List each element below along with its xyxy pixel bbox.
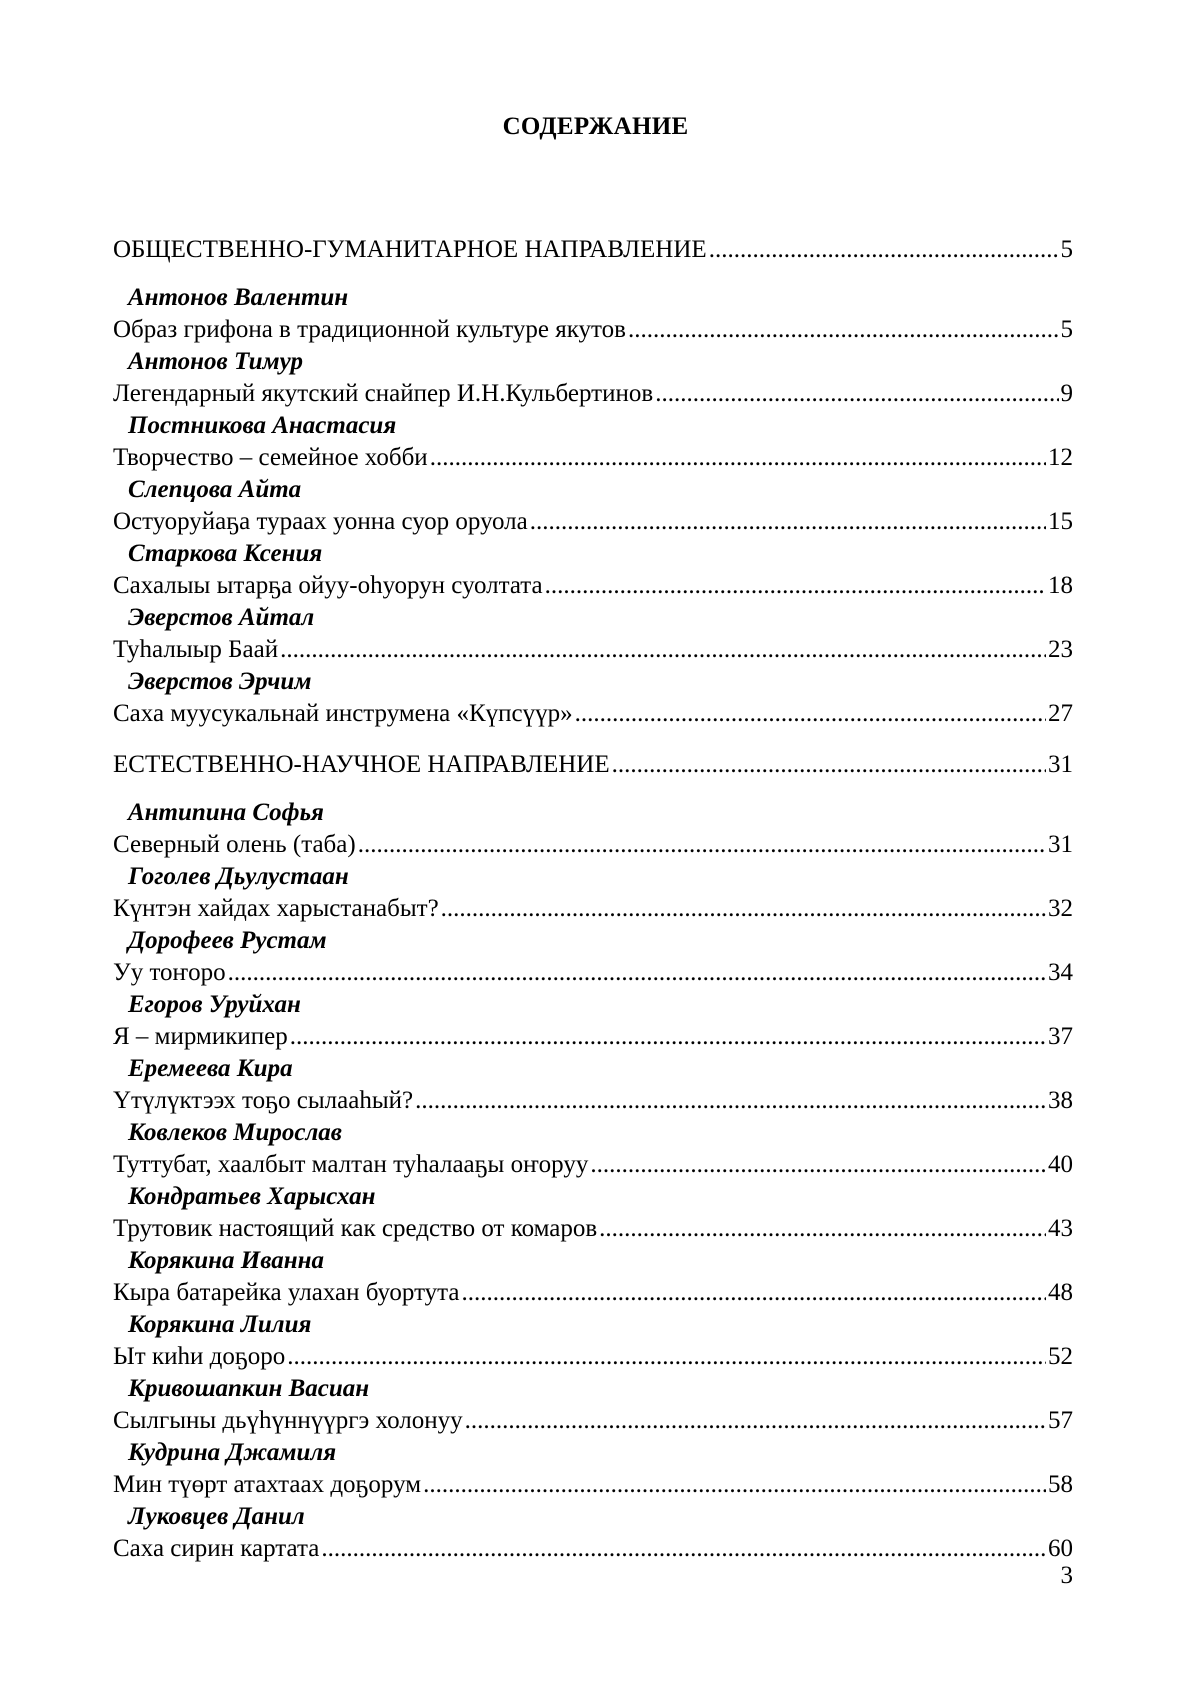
entry-title: Сахалыы ытарҕа ойуу-оһуорун суолтата [113,572,543,599]
dot-leader [415,1085,1046,1117]
dot-leader [321,1533,1046,1565]
toc-entry [113,1149,1073,1181]
toc-entry [113,1405,1073,1437]
toc-entry [113,314,1073,346]
dot-leader [709,234,1059,266]
toc-entry [113,829,1073,861]
entry-title: Сылгыны дьүһүннүүргэ холонуу [113,1407,463,1434]
entry-title: Күнтэн хайдах харыстанабыт? [113,895,439,922]
page-title: СОДЕРЖАНИЕ [502,113,689,140]
entry-page-number: 58 [1048,1471,1073,1498]
entry-page-number: 27 [1048,700,1073,727]
entry-page-number: 9 [1060,380,1073,407]
dot-leader [575,698,1046,730]
entry-title: Я – мирмикипер [113,1023,288,1050]
entry-title: Остуоруйаҕа тураах уонна суор оруола [113,508,528,535]
dot-leader [358,829,1046,861]
entry-author: Кондратьев Харысхан [128,1183,376,1210]
entry-title: Үтүлүктээх тоҕо сылааһый? [113,1087,414,1114]
entry-page-number: 52 [1048,1343,1073,1370]
entry-title: Саха сирин картата [113,1535,320,1562]
entry-title: Творчество – семейное хобби [113,444,428,471]
entry-author: Эверстов Эрчим [128,668,312,695]
entry-page-number: 38 [1048,1087,1073,1114]
toc-entry [113,1085,1073,1117]
entry-title: Образ грифона в традиционной культуре якутов [113,316,626,343]
dot-leader [430,442,1046,474]
entry-author: Антонов Валентин [128,284,349,311]
dot-leader [545,570,1046,602]
entry-title: Туттубат, хаалбыт малтан туһалааҕы оҥоруу [113,1151,589,1178]
page-number: 3 [1060,1562,1073,1589]
entry-page-number: 43 [1048,1215,1073,1242]
dot-leader [655,378,1058,410]
toc-entries [113,282,1073,730]
entry-author: Постникова Анастасия [128,412,397,439]
entry-author: Дорофеев Рустам [128,927,327,954]
dot-leader [228,957,1046,989]
entry-title: Северный олень (таба) [113,831,356,858]
toc-entries [113,797,1073,1565]
entry-author: Корякина Лилия [128,1311,312,1338]
entry-page-number: 5 [1060,316,1073,343]
toc-entry [113,442,1073,474]
entry-page-number: 31 [1048,831,1073,858]
entry-author: Еремеева Кира [128,1055,293,1082]
entry-author: Гоголев Дьулустаан [128,863,349,890]
dot-leader [612,749,1046,781]
entry-page-number: 18 [1048,572,1073,599]
entry-author: Антонов Тимур [128,348,303,375]
dot-leader [423,1469,1046,1501]
entry-author: Старкова Ксения [128,540,323,567]
entry-author: Луковцев Данил [128,1503,305,1530]
toc-entry [113,1341,1073,1373]
table-of-contents [113,234,1073,1565]
toc-entry [113,1277,1073,1309]
section-page-number: 31 [1048,751,1073,778]
entry-page-number: 57 [1048,1407,1073,1434]
dot-leader [599,1213,1046,1245]
entry-author: Кудрина Джамиля [128,1439,337,1466]
entry-page-number: 60 [1048,1535,1073,1562]
entry-page-number: 32 [1048,895,1073,922]
section-page-number: 5 [1060,236,1073,263]
entry-title: Уу тоҥоро [113,959,226,986]
entry-page-number: 34 [1048,959,1073,986]
entry-author: Эверстов Айтал [128,604,315,631]
toc-entry [113,378,1073,410]
entry-author: Кривошапкин Васиан [128,1375,370,1402]
dot-leader [280,634,1046,666]
dot-leader [287,1341,1046,1373]
toc-entry [113,1213,1073,1245]
entry-title: Кыра батарейка улахан буортута [113,1279,460,1306]
toc-entry [113,698,1073,730]
entry-author: Слепцова Айта [128,476,302,503]
entry-page-number: 37 [1048,1023,1073,1050]
toc-entry [113,634,1073,666]
entry-page-number: 23 [1048,636,1073,663]
toc-entry [113,506,1073,538]
entry-title: Саха муусукальнай инструмена «Күпсүүр» [113,700,573,727]
entry-title: Мин түөрт атахтаах доҕорум [113,1471,422,1498]
dot-leader [590,1149,1046,1181]
entry-author: Антипина Софья [128,799,324,826]
entry-page-number: 40 [1048,1151,1073,1178]
entry-author: Корякина Иванна [128,1247,324,1274]
toc-entry [113,570,1073,602]
toc-entry [113,1533,1073,1565]
dot-leader [290,1021,1046,1053]
section-heading [113,234,1073,266]
entry-author: Егоров Уруйхан [128,991,301,1018]
section-heading-text: ЕСТЕСТВЕННО-НАУЧНОЕ НАПРАВЛЕНИЕ [113,751,610,778]
entry-page-number: 15 [1048,508,1073,535]
entry-author: Ковлеков Мирослав [128,1119,342,1146]
entry-title: Туһалыыр Баай [113,636,279,663]
entry-title: Легендарный якутский снайпер И.Н.Кульбертинов [113,380,654,407]
toc-entry [113,893,1073,925]
toc-entry [113,1469,1073,1501]
toc-entry [113,957,1073,989]
section-heading [113,749,1073,781]
entry-page-number: 12 [1048,444,1073,471]
entry-title: Трутовик настоящий как средство от комаров [113,1215,598,1242]
dot-leader [441,893,1046,925]
dot-leader [530,506,1046,538]
toc-entry [113,1021,1073,1053]
dot-leader [465,1405,1046,1437]
dot-leader [462,1277,1046,1309]
dot-leader [628,314,1059,346]
entry-page-number: 48 [1048,1279,1073,1306]
section-heading-text: ОБЩЕСТВЕННО-ГУМАНИТАРНОЕ НАПРАВЛЕНИЕ [113,236,707,263]
entry-title: Ыт киһи доҕоро [113,1343,286,1370]
